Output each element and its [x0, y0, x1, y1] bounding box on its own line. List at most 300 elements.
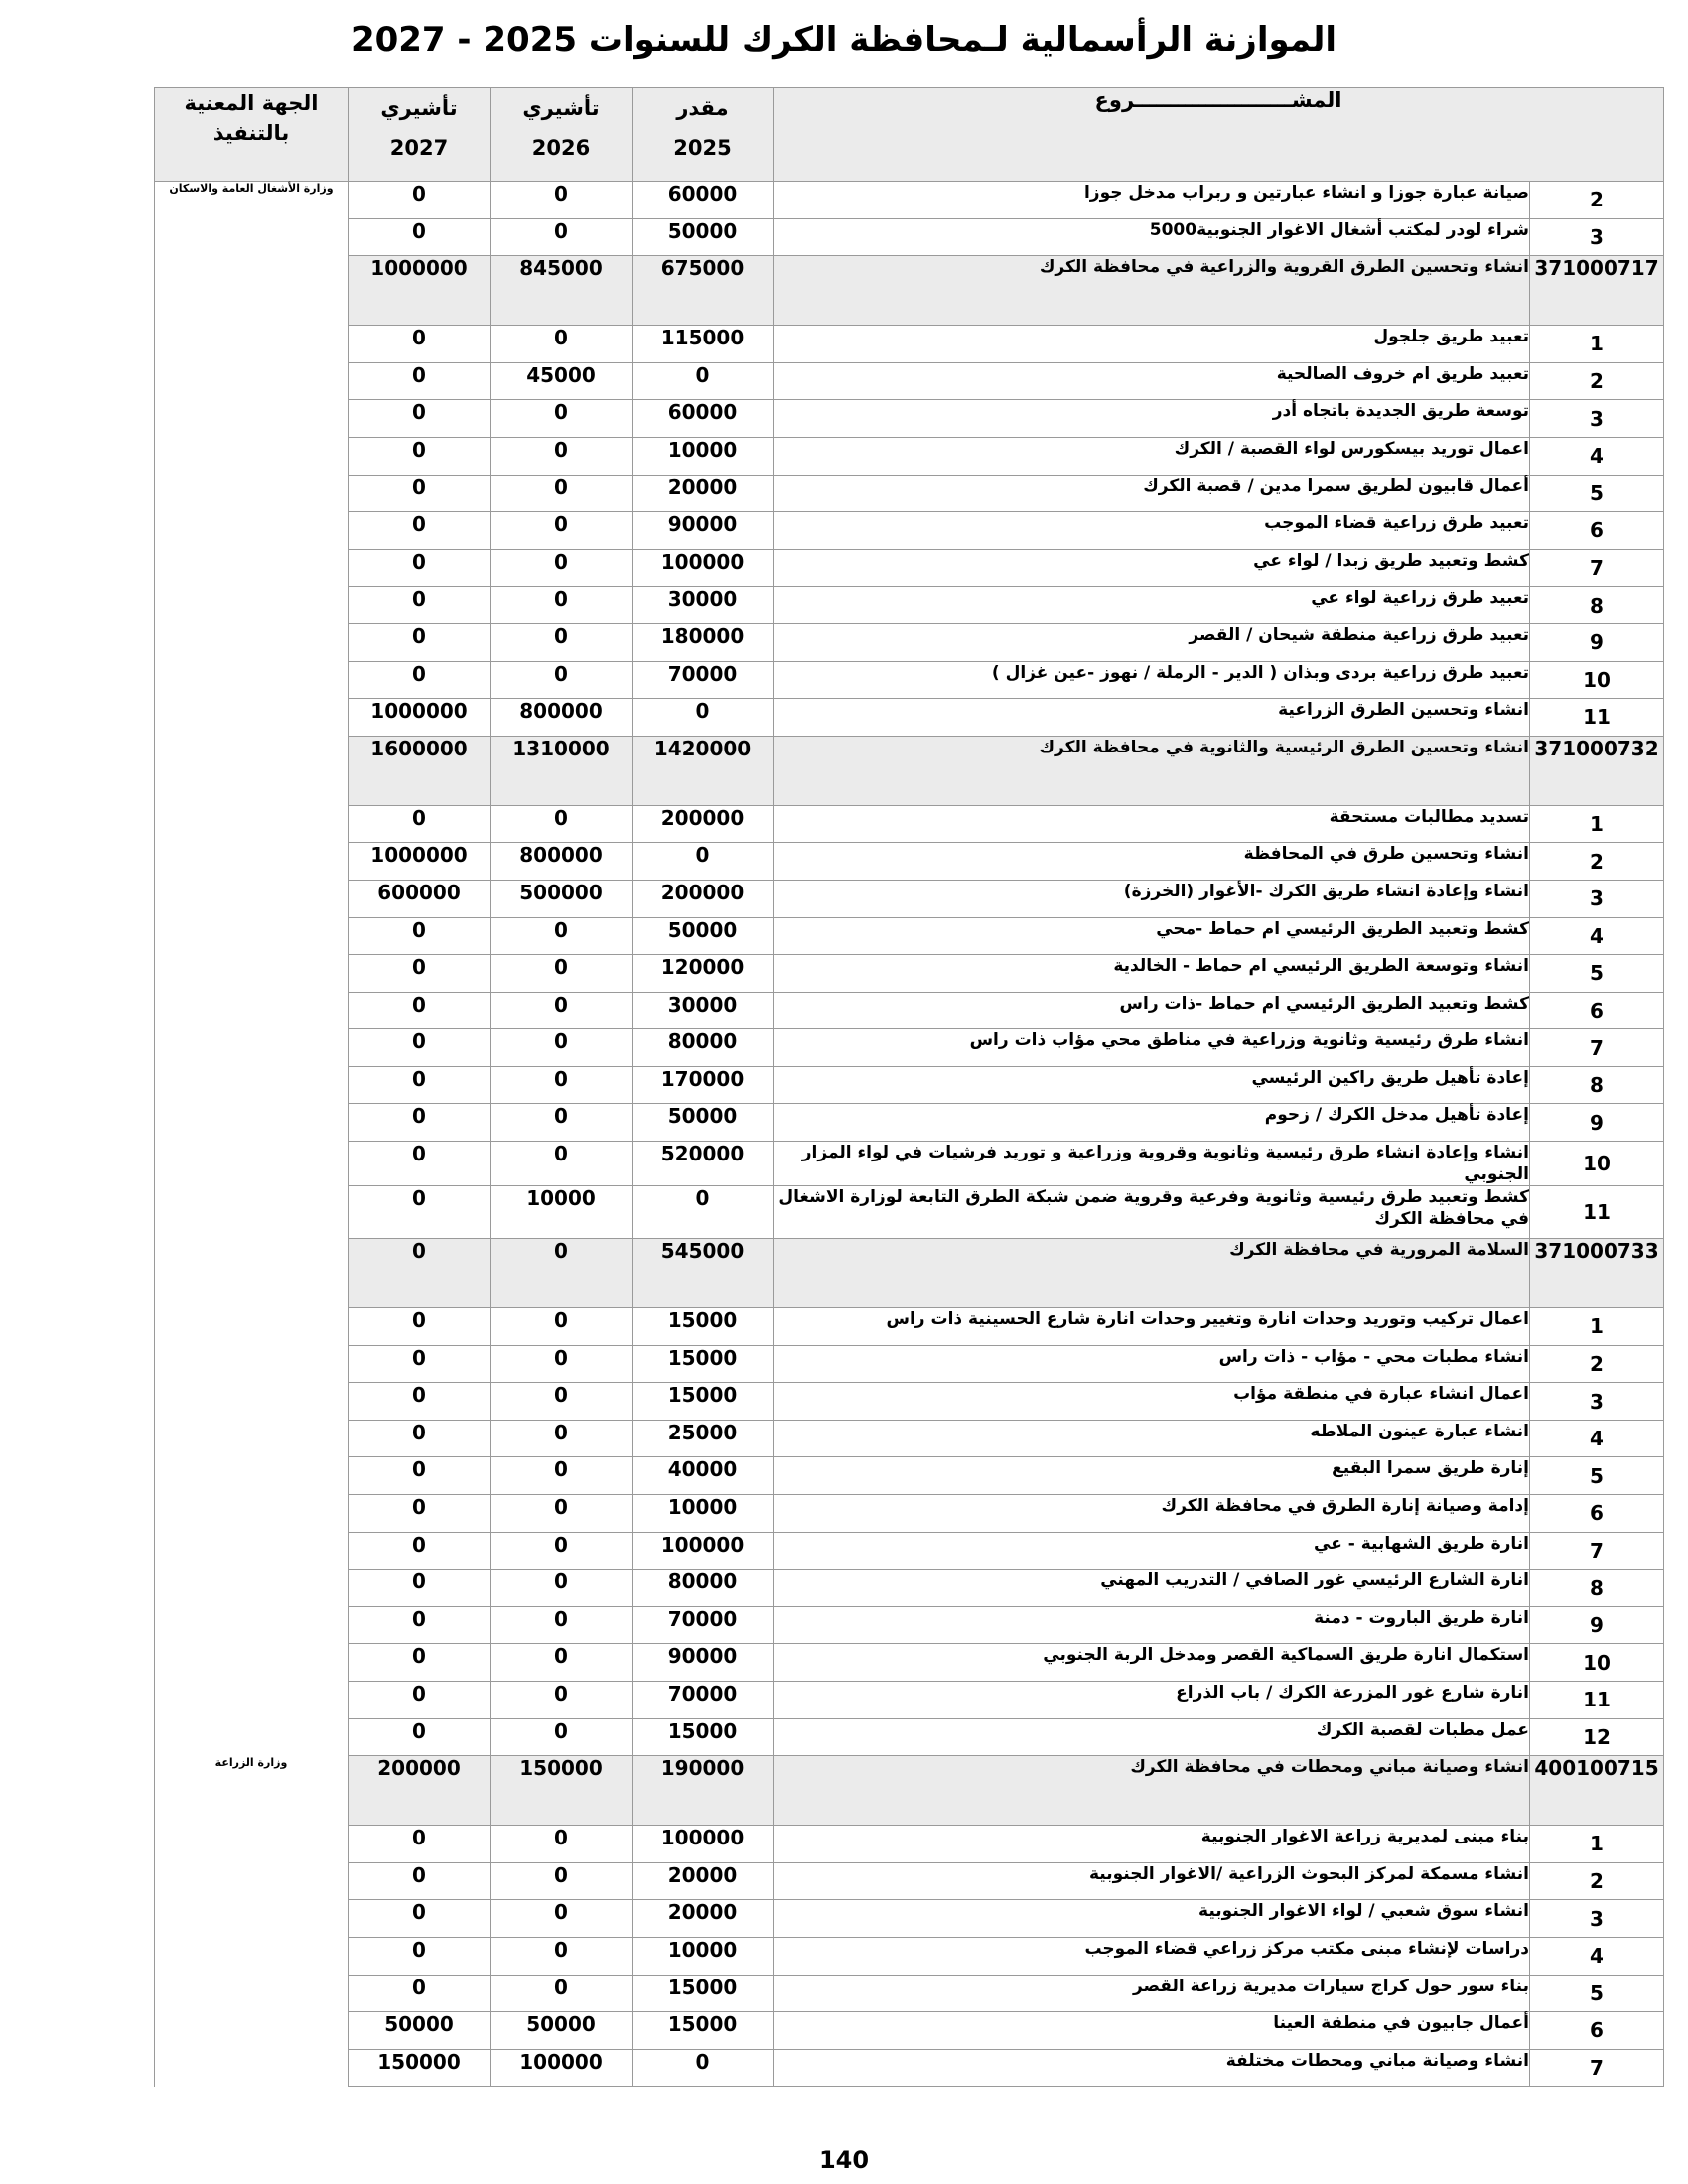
- item-number: 1: [1530, 1826, 1664, 1863]
- project-description: انشاء وصيانة مباني ومحطات في محافظة الكرك: [774, 1756, 1530, 1826]
- value-2026: 10000: [491, 1186, 633, 1239]
- project-description: تعبيد طرق زراعية بردى وبذان ( الدير - الرملة / نهوز -عين غزال ): [774, 661, 1530, 699]
- page-title: الموازنة الرأسمالية لـمحافظة الكرك للسنوات 2025 - 2027: [351, 20, 1337, 60]
- project-description: انارة طريق الباروت - دمنة: [774, 1606, 1530, 1644]
- item-number: 9: [1530, 623, 1664, 661]
- project-description: عمل مطبات لقصبة الكرك: [774, 1718, 1530, 1756]
- value-2025: 200000: [633, 805, 774, 843]
- header-2026: [491, 88, 633, 182]
- item-number: 6: [1530, 1495, 1664, 1533]
- value-2027: 0: [349, 661, 491, 699]
- table-row: [155, 1862, 1664, 1900]
- value-2025: 10000: [633, 437, 774, 475]
- table-row: [155, 1570, 1664, 1607]
- table-row: [155, 623, 1664, 661]
- value-2025: 120000: [633, 955, 774, 993]
- item-number: 7: [1530, 1532, 1664, 1570]
- value-2027: 0: [349, 549, 491, 587]
- value-2027: 0: [349, 400, 491, 438]
- project-description: كشط وتعبيد طرق رئيسية وثانوية وفرعية وقروية ضمن شبكة الطرق التابعة لوزارة الاشغال في محافظة الكرك: [774, 1186, 1530, 1239]
- value-2026: 0: [491, 1066, 633, 1104]
- value-2025: 0: [633, 843, 774, 881]
- value-2027: 0: [349, 1644, 491, 1682]
- table-header-row: [155, 88, 1664, 182]
- value-2027: 1000000: [349, 256, 491, 326]
- program-row: [155, 1239, 1664, 1308]
- value-2025: 0: [633, 2049, 774, 2087]
- table-row: [155, 1975, 1664, 2012]
- table-row: [155, 1104, 1664, 1142]
- table-body: [155, 182, 1664, 2087]
- value-2027: 0: [349, 182, 491, 219]
- value-2026: 0: [491, 1862, 633, 1900]
- value-2026: 0: [491, 1682, 633, 1719]
- value-2027: 0: [349, 992, 491, 1029]
- project-description: انشاء وصيانة مباني ومحطات مختلفة: [774, 2049, 1530, 2087]
- item-number: 7: [1530, 2049, 1664, 2087]
- value-2025: 15000: [633, 1975, 774, 2012]
- value-2026: 0: [491, 661, 633, 699]
- value-2025: 80000: [633, 1029, 774, 1067]
- value-2026: 0: [491, 1975, 633, 2012]
- value-2025: 0: [633, 699, 774, 737]
- value-2027: 0: [349, 955, 491, 993]
- item-number: 4: [1530, 1937, 1664, 1975]
- value-2026: 0: [491, 400, 633, 438]
- value-2027: 0: [349, 362, 491, 400]
- table-row: [155, 1900, 1664, 1938]
- program-row: [155, 736, 1664, 805]
- project-description: استكمال انارة طريق السماكية القصر ومدخل الربة الجنوبي: [774, 1644, 1530, 1682]
- table-row: [155, 1644, 1664, 1682]
- table-row: [155, 437, 1664, 475]
- value-2026: 0: [491, 1420, 633, 1457]
- value-2025: 50000: [633, 218, 774, 256]
- value-2026: 0: [491, 475, 633, 512]
- value-2025: 15000: [633, 1345, 774, 1383]
- value-2025: 30000: [633, 587, 774, 624]
- item-number: 6: [1530, 992, 1664, 1029]
- project-description: توسعة طريق الجديدة باتجاه أدر: [774, 400, 1530, 438]
- item-number: 10: [1530, 1644, 1664, 1682]
- item-number: 2: [1530, 182, 1664, 219]
- value-2026: 800000: [491, 699, 633, 737]
- value-2026: 0: [491, 1104, 633, 1142]
- project-description: انشاء سوق شعبي / لواء الاغوار الجنوبية: [774, 1900, 1530, 1938]
- page-number: 140: [818, 2146, 870, 2174]
- value-2026: 0: [491, 1718, 633, 1756]
- value-2027: 0: [349, 512, 491, 550]
- value-2025: 115000: [633, 326, 774, 363]
- item-number: 8: [1530, 587, 1664, 624]
- table-row: [155, 1186, 1664, 1239]
- item-number: 11: [1530, 1186, 1664, 1239]
- table-row: [155, 326, 1664, 363]
- value-2026: 50000: [491, 2012, 633, 2050]
- project-description: كشط وتعبيد الطريق الرئيسي ام حماط -محي: [774, 917, 1530, 955]
- item-number: 4: [1530, 917, 1664, 955]
- value-2027: 0: [349, 1186, 491, 1239]
- value-2025: 20000: [633, 475, 774, 512]
- value-2027: 0: [349, 326, 491, 363]
- table-row: [155, 917, 1664, 955]
- header-2025: [633, 88, 774, 182]
- value-2027: 0: [349, 1308, 491, 1346]
- item-number: 10: [1530, 1142, 1664, 1186]
- item-number: 3: [1530, 1383, 1664, 1421]
- table-row: [155, 2012, 1664, 2050]
- value-2025: 60000: [633, 400, 774, 438]
- project-description: انشاء طرق رئيسية وثانوية وزراعية في مناطق محي مؤاب ذات راس: [774, 1029, 1530, 1067]
- value-2027: 0: [349, 1718, 491, 1756]
- value-2026: 0: [491, 1345, 633, 1383]
- item-number: 10: [1530, 661, 1664, 699]
- table-row: [155, 1606, 1664, 1644]
- table-row: [155, 512, 1664, 550]
- table-row: [155, 2049, 1664, 2087]
- project-description: إنارة طريق سمرا البقيع: [774, 1457, 1530, 1495]
- item-number: 5: [1530, 955, 1664, 993]
- item-number: 11: [1530, 699, 1664, 737]
- project-description: تعبيد طريق ام خروف الصالحية: [774, 362, 1530, 400]
- program-row: [155, 256, 1664, 326]
- value-2025: 100000: [633, 1532, 774, 1570]
- project-description: تعبيد طرق زراعية قضاء الموجب: [774, 512, 1530, 550]
- value-2027: 0: [349, 1345, 491, 1383]
- value-2026: 0: [491, 1644, 633, 1682]
- table-row: [155, 1826, 1664, 1863]
- value-2027: 0: [349, 1937, 491, 1975]
- project-description: بناء سور حول كراج سيارات مديرية زراعة القصر: [774, 1975, 1530, 2012]
- value-2027: 0: [349, 623, 491, 661]
- project-description: تعبيد طرق زراعية لواء عي: [774, 587, 1530, 624]
- item-number: 9: [1530, 1606, 1664, 1644]
- value-2027: 0: [349, 218, 491, 256]
- value-2025: 70000: [633, 1682, 774, 1719]
- table-row: [155, 843, 1664, 881]
- project-description: دراسات لإنشاء مبنى مكتب مركز زراعي قضاء الموجب: [774, 1937, 1530, 1975]
- value-2025: 200000: [633, 880, 774, 917]
- value-2025: 90000: [633, 512, 774, 550]
- value-2025: 100000: [633, 549, 774, 587]
- table-row: [155, 182, 1664, 219]
- table-row: [155, 1495, 1664, 1533]
- table-row: [155, 1457, 1664, 1495]
- value-2027: 0: [349, 1420, 491, 1457]
- table-row: [155, 400, 1664, 438]
- value-2025: 675000: [633, 256, 774, 326]
- value-2026: 0: [491, 917, 633, 955]
- project-description: تسديد مطالبات مستحقة: [774, 805, 1530, 843]
- value-2027: 0: [349, 1570, 491, 1607]
- project-description: أعمال قابيون لطريق سمرا مدين / قصبة الكرك: [774, 475, 1530, 512]
- table-row: [155, 1029, 1664, 1067]
- value-2026: 0: [491, 805, 633, 843]
- value-2027: 0: [349, 1900, 491, 1938]
- value-2026: 0: [491, 955, 633, 993]
- value-2027: 0: [349, 1239, 491, 1308]
- value-2026: 0: [491, 437, 633, 475]
- project-description: انشاء مطبات محي - مؤاب - ذات راس: [774, 1345, 1530, 1383]
- item-number: 5: [1530, 1457, 1664, 1495]
- project-description: انارة طريق الشهابية - عي: [774, 1532, 1530, 1570]
- item-number: 5: [1530, 475, 1664, 512]
- project-description: كشط وتعبيد الطريق الرئيسي ام حماط -ذات راس: [774, 992, 1530, 1029]
- value-2026: 0: [491, 1606, 633, 1644]
- item-number: 7: [1530, 549, 1664, 587]
- project-description: انارة الشارع الرئيسي غور الصافي / التدريب المهني: [774, 1570, 1530, 1607]
- item-number: 3: [1530, 400, 1664, 438]
- value-2027: 0: [349, 805, 491, 843]
- value-2025: 100000: [633, 1826, 774, 1863]
- project-description: انشاء وتحسين الطرق الزراعية: [774, 699, 1530, 737]
- item-number: 2: [1530, 1862, 1664, 1900]
- value-2025: 15000: [633, 1383, 774, 1421]
- table-row: [155, 805, 1664, 843]
- value-2027: 0: [349, 1383, 491, 1421]
- value-2026: 0: [491, 218, 633, 256]
- value-2027: 1000000: [349, 843, 491, 881]
- item-number: 6: [1530, 2012, 1664, 2050]
- table-row: [155, 362, 1664, 400]
- value-2026: 0: [491, 1457, 633, 1495]
- project-description: شراء لودر لمكتب أشغال الاغوار الجنوبية5000: [774, 218, 1530, 256]
- value-2027: 0: [349, 1532, 491, 1570]
- value-2026: 0: [491, 992, 633, 1029]
- project-description: صيانة عبارة جوزا و انشاء عبارتين و ربراب مدخل جوزا: [774, 182, 1530, 219]
- item-number: 6: [1530, 512, 1664, 550]
- value-2027: 150000: [349, 2049, 491, 2087]
- value-2027: 0: [349, 1029, 491, 1067]
- value-2025: 15000: [633, 1308, 774, 1346]
- value-2027: 1000000: [349, 699, 491, 737]
- value-2025: 0: [633, 362, 774, 400]
- value-2027: 0: [349, 1975, 491, 2012]
- value-2026: 0: [491, 512, 633, 550]
- value-2026: 150000: [491, 1756, 633, 1826]
- table-row: [155, 1937, 1664, 1975]
- item-number: 8: [1530, 1066, 1664, 1104]
- value-2025: 170000: [633, 1066, 774, 1104]
- table-row: [155, 475, 1664, 512]
- table-row: [155, 1308, 1664, 1346]
- project-description: انشاء وتحسين الطرق الرئيسية والثانوية في محافظة الكرك: [774, 736, 1530, 805]
- item-number: 4: [1530, 437, 1664, 475]
- project-description: اعمال توريد بيسكورس لواء القصبة / الكرك: [774, 437, 1530, 475]
- project-description: انشاء عبارة عينون الملاطه: [774, 1420, 1530, 1457]
- value-2026: 0: [491, 587, 633, 624]
- project-description: انشاء وتحسين الطرق القروية والزراعية في محافظة الكرك: [774, 256, 1530, 326]
- value-2026: 845000: [491, 256, 633, 326]
- value-2025: 80000: [633, 1570, 774, 1607]
- project-description: إعادة تأهيل مدخل الكرك / زحوم: [774, 1104, 1530, 1142]
- header-2027: [349, 88, 491, 182]
- project-description: انارة شارع غور المزرعة الكرك / باب الذراع: [774, 1682, 1530, 1719]
- project-description: تعبيد طرق زراعية منطقة شيحان / القصر: [774, 623, 1530, 661]
- item-number: 8: [1530, 1570, 1664, 1607]
- item-number: 3: [1530, 1900, 1664, 1938]
- value-2025: 10000: [633, 1495, 774, 1533]
- value-2025: 70000: [633, 661, 774, 699]
- table-row: [155, 955, 1664, 993]
- header-project: المشــــــــــــــــــــــروع: [774, 88, 1664, 182]
- value-2025: 50000: [633, 917, 774, 955]
- item-number: 2: [1530, 843, 1664, 881]
- table-row: [155, 549, 1664, 587]
- value-2026: 1310000: [491, 736, 633, 805]
- value-2025: 30000: [633, 992, 774, 1029]
- table-row: [155, 1066, 1664, 1104]
- value-2027: 0: [349, 1606, 491, 1644]
- value-2025: 545000: [633, 1239, 774, 1308]
- header-2026-year: 2026: [531, 136, 591, 160]
- value-2026: 800000: [491, 843, 633, 881]
- project-description: بناء مبنى لمديرية زراعة الاغوار الجنوبية: [774, 1826, 1530, 1863]
- value-2026: 0: [491, 1383, 633, 1421]
- table-row: [155, 1718, 1664, 1756]
- project-description: أعمال جابيون في منطقة العينا: [774, 2012, 1530, 2050]
- table-row: [155, 1682, 1664, 1719]
- header-2026-label: تأشيري: [522, 96, 600, 120]
- project-description: اعمال تركيب وتوريد وحدات انارة وتغيير وحدات انارة شارع الحسينية ذات راس: [774, 1308, 1530, 1346]
- value-2025: 15000: [633, 1718, 774, 1756]
- value-2025: 180000: [633, 623, 774, 661]
- value-2025: 1420000: [633, 736, 774, 805]
- project-description: انشاء وتوسعة الطريق الرئيسي ام حماط - الخالدية: [774, 955, 1530, 993]
- table-row: [155, 661, 1664, 699]
- value-2026: 0: [491, 1900, 633, 1938]
- value-2026: 0: [491, 1495, 633, 1533]
- table-row: [155, 699, 1664, 737]
- project-description: انشاء مسمكة لمركز البحوث الزراعية /الاغوار الجنوبية: [774, 1862, 1530, 1900]
- project-description: تعبيد طريق جلجول: [774, 326, 1530, 363]
- item-number: 4: [1530, 1420, 1664, 1457]
- value-2027: 0: [349, 437, 491, 475]
- value-2027: 0: [349, 1104, 491, 1142]
- header-2027-year: 2027: [389, 136, 449, 160]
- value-2026: 0: [491, 549, 633, 587]
- value-2027: 200000: [349, 1756, 491, 1826]
- project-description: انشاء وتحسين طرق في المحافظة: [774, 843, 1530, 881]
- value-2026: 0: [491, 1029, 633, 1067]
- item-number: 9: [1530, 1104, 1664, 1142]
- value-2027: 0: [349, 1457, 491, 1495]
- value-2025: 15000: [633, 2012, 774, 2050]
- value-2026: 0: [491, 1937, 633, 1975]
- value-2026: 0: [491, 1826, 633, 1863]
- value-2027: 0: [349, 1682, 491, 1719]
- value-2026: 45000: [491, 362, 633, 400]
- value-2027: 0: [349, 917, 491, 955]
- value-2025: 40000: [633, 1457, 774, 1495]
- program-code: 371000717: [1530, 256, 1664, 326]
- header-implementing-entity: [155, 88, 349, 182]
- project-description: اعمال انشاء عبارة في منطقة مؤاب: [774, 1383, 1530, 1421]
- item-number: 3: [1530, 880, 1664, 917]
- value-2025: 10000: [633, 1937, 774, 1975]
- table-row: [155, 1383, 1664, 1421]
- item-number: 12: [1530, 1718, 1664, 1756]
- value-2026: 0: [491, 623, 633, 661]
- value-2026: 0: [491, 1142, 633, 1186]
- value-2027: 1600000: [349, 736, 491, 805]
- item-number: 5: [1530, 1975, 1664, 2012]
- header-entity-line2: بالتنفيذ: [212, 121, 290, 145]
- value-2027: 0: [349, 1142, 491, 1186]
- value-2026: 0: [491, 182, 633, 219]
- item-number: 7: [1530, 1029, 1664, 1067]
- table-row: [155, 880, 1664, 917]
- header-entity-line1: الجهة المعنية: [184, 91, 319, 115]
- value-2025: 520000: [633, 1142, 774, 1186]
- header-2027-label: تأشيري: [380, 96, 458, 120]
- budget-table: [154, 87, 1664, 2087]
- value-2025: 60000: [633, 182, 774, 219]
- value-2026: 0: [491, 326, 633, 363]
- value-2025: 25000: [633, 1420, 774, 1457]
- value-2026: 0: [491, 1239, 633, 1308]
- value-2026: 500000: [491, 880, 633, 917]
- table-row: [155, 1420, 1664, 1457]
- value-2027: 50000: [349, 2012, 491, 2050]
- value-2025: 70000: [633, 1606, 774, 1644]
- value-2025: 50000: [633, 1104, 774, 1142]
- header-2025-label: مقدر: [676, 96, 729, 120]
- value-2025: 20000: [633, 1900, 774, 1938]
- value-2025: 0: [633, 1186, 774, 1239]
- project-description: إدامة وصيانة إنارة الطرق في محافظة الكرك: [774, 1495, 1530, 1533]
- item-number: 3: [1530, 218, 1664, 256]
- implementing-entity: وزارة الزراعة: [155, 1756, 349, 2087]
- project-description: إعادة تأهيل طريق راكين الرئيسي: [774, 1066, 1530, 1104]
- value-2025: 190000: [633, 1756, 774, 1826]
- item-number: 11: [1530, 1682, 1664, 1719]
- value-2027: 0: [349, 1826, 491, 1863]
- value-2026: 100000: [491, 2049, 633, 2087]
- table-row: [155, 1345, 1664, 1383]
- value-2027: 0: [349, 1862, 491, 1900]
- table-row: [155, 218, 1664, 256]
- program-row: [155, 1756, 1664, 1826]
- item-number: 1: [1530, 805, 1664, 843]
- header-2025-year: 2025: [673, 136, 732, 160]
- table-row: [155, 1142, 1664, 1186]
- project-description: انشاء وإعادة انشاء طريق الكرك -الأغوار (الخرزة): [774, 880, 1530, 917]
- value-2027: 600000: [349, 880, 491, 917]
- value-2026: 0: [491, 1570, 633, 1607]
- value-2025: 90000: [633, 1644, 774, 1682]
- implementing-entity: وزارة الأشغال العامة والاسكان: [155, 182, 349, 1756]
- project-description: انشاء وإعادة انشاء طرق رئيسية وثانوية وقروية وزراعية و توريد فرشيات في لواء المزار الجنوبي: [774, 1142, 1530, 1186]
- item-number: 2: [1530, 1345, 1664, 1383]
- value-2027: 0: [349, 1066, 491, 1104]
- item-number: 1: [1530, 1308, 1664, 1346]
- value-2026: 0: [491, 1532, 633, 1570]
- value-2027: 0: [349, 587, 491, 624]
- value-2025: 20000: [633, 1862, 774, 1900]
- program-code: 371000733: [1530, 1239, 1664, 1308]
- item-number: 2: [1530, 362, 1664, 400]
- program-code: 400100715: [1530, 1756, 1664, 1826]
- item-number: 1: [1530, 326, 1664, 363]
- table-row: [155, 587, 1664, 624]
- project-description: كشط وتعبيد طريق زبدا / لواء عي: [774, 549, 1530, 587]
- value-2027: 0: [349, 1495, 491, 1533]
- project-description: السلامة المرورية في محافظة الكرك: [774, 1239, 1530, 1308]
- program-code: 371000732: [1530, 736, 1664, 805]
- table-row: [155, 1532, 1664, 1570]
- value-2026: 0: [491, 1308, 633, 1346]
